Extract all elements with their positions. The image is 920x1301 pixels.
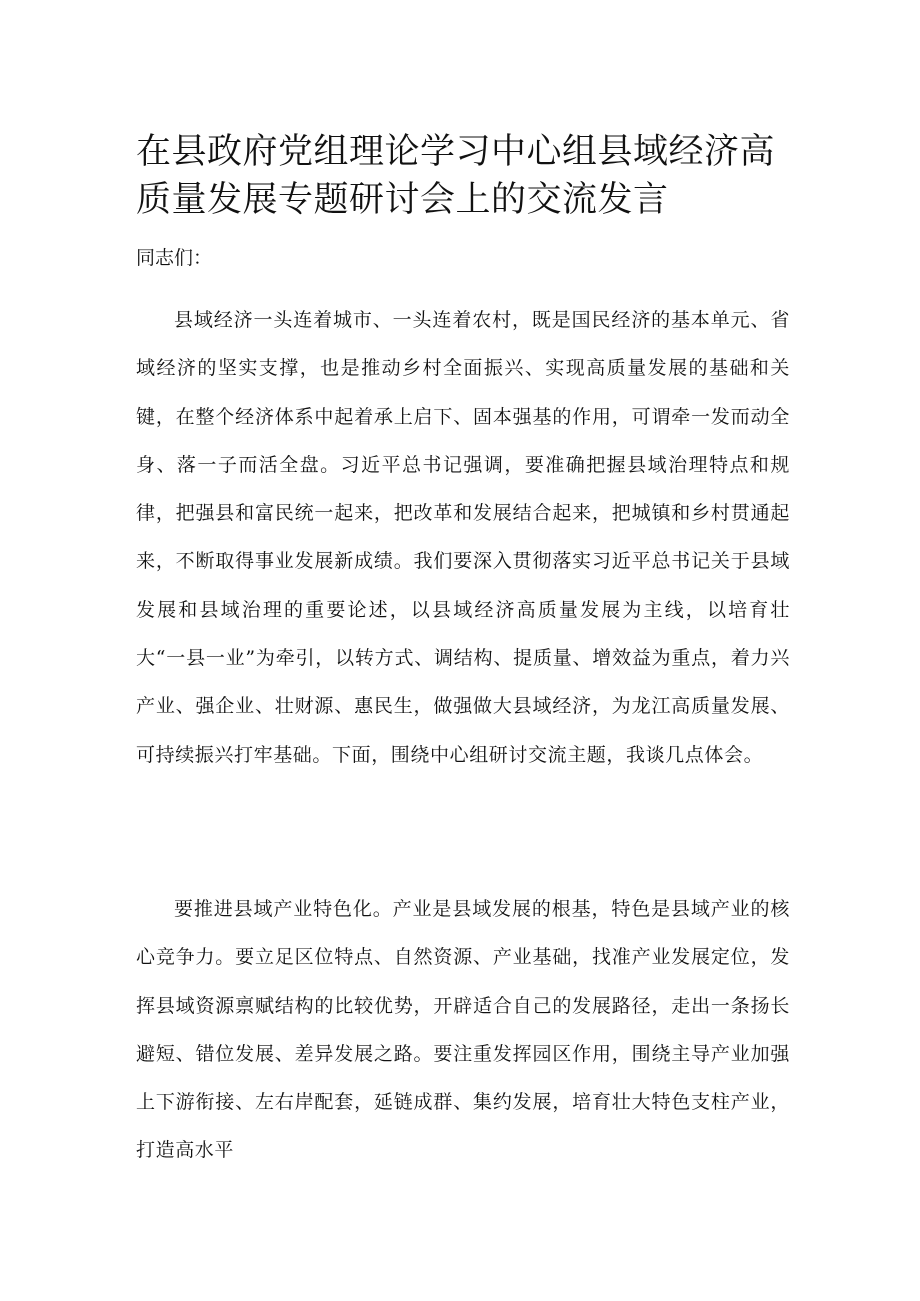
- paragraph-industry: 要推进县域产业特色化。产业是县域发展的根基，特色是县域产业的核心竞争力。要立足区位特点、自然资源、产业基础，找准产业发展定位，发挥县域资源禀赋结构的比较优势，开辟适合自己的发展路径，走出一条扬长避短、错位发展、差异发展之路。要注重发挥园区作用，围绕主导产业加强上下游衔接、左右岸配套，延链成群、集约发展，培育壮大特色支柱产业，打造高水平: [136, 898, 790, 1162]
- document-title: 在县政府党组理论学习中心组县域经济高质量发展专题研讨会上的交流发言: [136, 132, 776, 220]
- salutation: 同志们：: [136, 247, 213, 269]
- paragraph-intro: 县域经济一头连着城市、一头连着农村，既是国民经济的基本单元、省域经济的坚实支撑，也是推动乡村全面振兴、实现高质量发展的基础和关键，在整个经济体系中起着承上启下、固本强基的作用，可谓牵一发而动全身、落一子而活全盘。习近平总书记强调，要准确把握县域治理特点和规律，把强县和富民统一起来，把改革和发展结合起来，把城镇和乡村贯通起来，不断取得事业发展新成绩。我们要深入贯彻落实习近平总书记关于县域发展和县域治理的重要论述，以县域经济高质量发展为主线，以培育壮大“一县一业”为牵引，以转方式、调结构、提质量、增效益为重点，着力兴产业、强企业、壮财源、惠民生，做强做大县域经济，为龙江高质量发展、可持续振兴打牢基础。下面，围绕中心组研讨交流主题，我谈几点体会。: [136, 309, 790, 766]
